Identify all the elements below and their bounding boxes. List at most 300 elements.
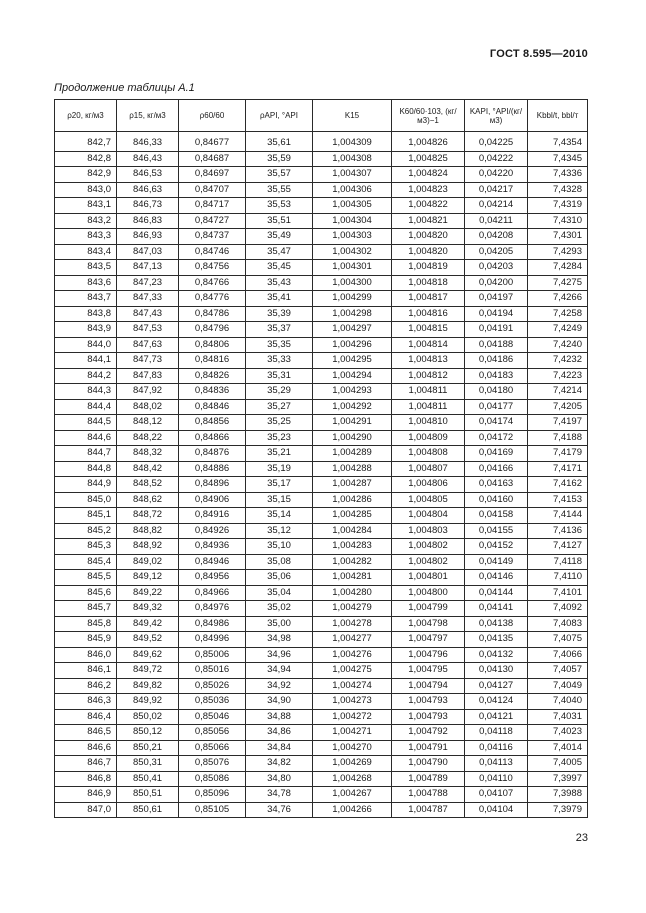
table-cell: 7,4092: [528, 601, 588, 617]
table-cell: 846,1: [55, 663, 117, 679]
table-row: [55, 523, 588, 539]
table-row: [55, 694, 588, 710]
table-cell: 847,33: [117, 291, 179, 307]
table-cell: 847,23: [117, 275, 179, 291]
table-cell: 0,04152: [465, 539, 528, 555]
table-cell: 1,004274: [313, 678, 392, 694]
table-cell: 35,49: [246, 229, 313, 245]
table-cell: 846,53: [117, 167, 179, 183]
table-cell: 35,39: [246, 306, 313, 322]
table-cell: 0,04160: [465, 492, 528, 508]
table-cell: 846,83: [117, 213, 179, 229]
data-table: [54, 99, 588, 818]
table-cell: 7,4240: [528, 337, 588, 353]
table-cell: 847,73: [117, 353, 179, 369]
table-cell: 847,0: [55, 802, 117, 818]
table-cell: 1,004798: [392, 616, 465, 632]
table-row: [55, 756, 588, 772]
table-cell: 1,004266: [313, 802, 392, 818]
table-cell: 7,4127: [528, 539, 588, 555]
table-cell: 1,004794: [392, 678, 465, 694]
table-cell: 7,4205: [528, 399, 588, 415]
table-cell: 0,04222: [465, 151, 528, 167]
table-row: [55, 492, 588, 508]
table-cell: 7,4066: [528, 647, 588, 663]
table-cell: 35,37: [246, 322, 313, 338]
table-cell: 843,5: [55, 260, 117, 276]
table-cell: 0,04107: [465, 787, 528, 803]
table-cell: 850,21: [117, 740, 179, 756]
table-cell: 0,04205: [465, 244, 528, 260]
table-cell: 847,03: [117, 244, 179, 260]
table-cell: 35,41: [246, 291, 313, 307]
table-cell: 849,62: [117, 647, 179, 663]
table-cell: 7,4005: [528, 756, 588, 772]
table-cell: 0,84866: [179, 430, 246, 446]
table-cell: 0,84697: [179, 167, 246, 183]
table-cell: 0,04141: [465, 601, 528, 617]
table-cell: 1,004270: [313, 740, 392, 756]
table-cell: 0,04174: [465, 415, 528, 431]
table-cell: 35,53: [246, 198, 313, 214]
table-cell: 7,4136: [528, 523, 588, 539]
table-cell: 1,004271: [313, 725, 392, 741]
table-cell: 1,004283: [313, 539, 392, 555]
table-cell: 848,92: [117, 539, 179, 555]
table-cell: 1,004305: [313, 198, 392, 214]
table-cell: 35,43: [246, 275, 313, 291]
table-cell: 845,0: [55, 492, 117, 508]
table-cell: 845,5: [55, 570, 117, 586]
table-cell: 1,004801: [392, 570, 465, 586]
table-cell: 7,4023: [528, 725, 588, 741]
table-cell: 35,04: [246, 585, 313, 601]
table-row: [55, 663, 588, 679]
table-cell: 0,04130: [465, 663, 528, 679]
table-row: [55, 616, 588, 632]
table-cell: 1,004284: [313, 523, 392, 539]
table-cell: 846,3: [55, 694, 117, 710]
table-cell: 1,004811: [392, 384, 465, 400]
table-cell: 849,52: [117, 632, 179, 648]
table-cell: 7,4345: [528, 151, 588, 167]
table-row: [55, 415, 588, 431]
table-cell: 0,04200: [465, 275, 528, 291]
table-cell: 35,08: [246, 554, 313, 570]
table-row: [55, 771, 588, 787]
table-cell: 849,92: [117, 694, 179, 710]
table-cell: 35,23: [246, 430, 313, 446]
table-cell: 844,8: [55, 461, 117, 477]
table-cell: 7,4162: [528, 477, 588, 493]
table-row: [55, 802, 588, 818]
table-row: [55, 182, 588, 198]
table-cell: 0,85046: [179, 709, 246, 725]
table-cell: 7,4171: [528, 461, 588, 477]
table-cell: 842,9: [55, 167, 117, 183]
table-cell: 844,3: [55, 384, 117, 400]
table-cell: 1,004793: [392, 694, 465, 710]
column-header: Kbbl/t, bbl/т: [528, 100, 588, 132]
page-number: 23: [575, 832, 588, 844]
table-cell: 0,04118: [465, 725, 528, 741]
table-cell: 1,004273: [313, 694, 392, 710]
table-cell: 847,92: [117, 384, 179, 400]
table-cell: 1,004802: [392, 554, 465, 570]
table-cell: 847,83: [117, 368, 179, 384]
table-cell: 846,9: [55, 787, 117, 803]
table-cell: 0,84906: [179, 492, 246, 508]
table-cell: 844,9: [55, 477, 117, 493]
table-cell: 7,4049: [528, 678, 588, 694]
table-cell: 849,82: [117, 678, 179, 694]
table-cell: 7,4153: [528, 492, 588, 508]
table-cell: 846,4: [55, 709, 117, 725]
table-row: [55, 322, 588, 338]
table-cell: 1,004289: [313, 446, 392, 462]
table-cell: 34,80: [246, 771, 313, 787]
column-header: K60/60·103, (кг/м3)−1: [392, 100, 465, 132]
table-cell: 0,04180: [465, 384, 528, 400]
table-cell: 1,004282: [313, 554, 392, 570]
table-cell: 1,004267: [313, 787, 392, 803]
table-cell: 847,53: [117, 322, 179, 338]
table-cell: 1,004812: [392, 368, 465, 384]
table-cell: 0,84727: [179, 213, 246, 229]
table-cell: 850,12: [117, 725, 179, 741]
table-cell: 0,04124: [465, 694, 528, 710]
table-cell: 35,27: [246, 399, 313, 415]
table-cell: 7,4293: [528, 244, 588, 260]
table-cell: 1,004788: [392, 787, 465, 803]
table-cell: 34,90: [246, 694, 313, 710]
table-cell: 0,84886: [179, 461, 246, 477]
table-cell: 35,59: [246, 151, 313, 167]
table-cell: 1,004306: [313, 182, 392, 198]
table-cell: 847,43: [117, 306, 179, 322]
table-cell: 1,004799: [392, 601, 465, 617]
table-cell: 0,04217: [465, 182, 528, 198]
table-cell: 0,04163: [465, 477, 528, 493]
table-cell: 1,004278: [313, 616, 392, 632]
table-cell: 35,55: [246, 182, 313, 198]
table-row: [55, 632, 588, 648]
table-cell: 0,04186: [465, 353, 528, 369]
table-cell: 1,004802: [392, 539, 465, 555]
table-cell: 1,004813: [392, 353, 465, 369]
table-cell: 1,004825: [392, 151, 465, 167]
table-cell: 843,1: [55, 198, 117, 214]
table-cell: 0,84806: [179, 337, 246, 353]
table-cell: 1,004807: [392, 461, 465, 477]
column-header: ρ20, кг/м3: [55, 100, 117, 132]
table-cell: 0,84826: [179, 368, 246, 384]
table-cell: 7,4258: [528, 306, 588, 322]
table-cell: 846,93: [117, 229, 179, 245]
table-cell: 0,84876: [179, 446, 246, 462]
table-cell: 0,04110: [465, 771, 528, 787]
table-cell: 1,004792: [392, 725, 465, 741]
table-cell: 1,004285: [313, 508, 392, 524]
table-cell: 34,78: [246, 787, 313, 803]
table-cell: 7,4057: [528, 663, 588, 679]
table-cell: 0,85086: [179, 771, 246, 787]
table-cell: 34,96: [246, 647, 313, 663]
table-row: [55, 151, 588, 167]
table-cell: 0,04144: [465, 585, 528, 601]
table-cell: 843,2: [55, 213, 117, 229]
table-cell: 844,6: [55, 430, 117, 446]
table-cell: 34,76: [246, 802, 313, 818]
table-cell: 1,004275: [313, 663, 392, 679]
table-cell: 35,15: [246, 492, 313, 508]
table-cell: 844,5: [55, 415, 117, 431]
table-row: [55, 132, 588, 152]
table-cell: 0,84677: [179, 132, 246, 152]
table-cell: 846,33: [117, 132, 179, 152]
table-cell: 1,004822: [392, 198, 465, 214]
table-cell: 846,5: [55, 725, 117, 741]
table-row: [55, 430, 588, 446]
table-cell: 1,004280: [313, 585, 392, 601]
column-header: K15: [313, 100, 392, 132]
table-cell: 845,7: [55, 601, 117, 617]
table-cell: 0,85066: [179, 740, 246, 756]
table-cell: 842,8: [55, 151, 117, 167]
table-cell: 7,4319: [528, 198, 588, 214]
table-cell: 1,004787: [392, 802, 465, 818]
table-cell: 35,57: [246, 167, 313, 183]
table-row: [55, 601, 588, 617]
table-cell: 35,31: [246, 368, 313, 384]
table-row: [55, 508, 588, 524]
table-cell: 1,004796: [392, 647, 465, 663]
table-cell: 1,004819: [392, 260, 465, 276]
table-cell: 1,004309: [313, 132, 392, 152]
table-cell: 1,004810: [392, 415, 465, 431]
table-cell: 7,4214: [528, 384, 588, 400]
table-cell: 1,004268: [313, 771, 392, 787]
table-cell: 7,4284: [528, 260, 588, 276]
table-cell: 7,4031: [528, 709, 588, 725]
table-cell: 0,85056: [179, 725, 246, 741]
table-cell: 0,85036: [179, 694, 246, 710]
table-cell: 7,4101: [528, 585, 588, 601]
table-cell: 1,004291: [313, 415, 392, 431]
table-cell: 0,84816: [179, 353, 246, 369]
table-cell: 7,4310: [528, 213, 588, 229]
table-cell: 0,04203: [465, 260, 528, 276]
table-cell: 1,004790: [392, 756, 465, 772]
table-cell: 1,004805: [392, 492, 465, 508]
table-cell: 844,7: [55, 446, 117, 462]
table-cell: 0,84717: [179, 198, 246, 214]
table-cell: 1,004816: [392, 306, 465, 322]
table-row: [55, 229, 588, 245]
table-cell: 7,4354: [528, 132, 588, 152]
table-cell: 35,45: [246, 260, 313, 276]
table-cell: 0,04211: [465, 213, 528, 229]
table-row: [55, 740, 588, 756]
table-cell: 0,04138: [465, 616, 528, 632]
table-cell: 846,63: [117, 182, 179, 198]
table-cell: 1,004307: [313, 167, 392, 183]
table-cell: 0,84926: [179, 523, 246, 539]
table-cell: 843,7: [55, 291, 117, 307]
table-row: [55, 213, 588, 229]
table-cell: 0,04113: [465, 756, 528, 772]
table-cell: 844,4: [55, 399, 117, 415]
table-row: [55, 554, 588, 570]
table-cell: 0,04197: [465, 291, 528, 307]
table-cell: 7,4083: [528, 616, 588, 632]
table-cell: 0,84956: [179, 570, 246, 586]
table-cell: 0,84836: [179, 384, 246, 400]
table-cell: 1,004292: [313, 399, 392, 415]
table-cell: 7,4328: [528, 182, 588, 198]
table-cell: 849,42: [117, 616, 179, 632]
table-cell: 0,85076: [179, 756, 246, 772]
table-cell: 1,004295: [313, 353, 392, 369]
table-cell: 0,85016: [179, 663, 246, 679]
table-cell: 1,004290: [313, 430, 392, 446]
table-cell: 7,3979: [528, 802, 588, 818]
table-cell: 1,004804: [392, 508, 465, 524]
column-header: ρ15, кг/м3: [117, 100, 179, 132]
table-cell: 843,0: [55, 182, 117, 198]
table-row: [55, 461, 588, 477]
table-cell: 848,12: [117, 415, 179, 431]
table-cell: 0,84946: [179, 554, 246, 570]
table-cell: 1,004795: [392, 663, 465, 679]
table-cell: 35,35: [246, 337, 313, 353]
table-cell: 844,0: [55, 337, 117, 353]
column-header: ρAPI, °API: [246, 100, 313, 132]
table-cell: 7,4223: [528, 368, 588, 384]
table-cell: 0,85096: [179, 787, 246, 803]
table-cell: 7,4075: [528, 632, 588, 648]
table-cell: 848,72: [117, 508, 179, 524]
table-cell: 0,04208: [465, 229, 528, 245]
table-cell: 846,2: [55, 678, 117, 694]
table-cell: 1,004824: [392, 167, 465, 183]
table-cell: 1,004281: [313, 570, 392, 586]
table-cell: 849,32: [117, 601, 179, 617]
table-cell: 1,004803: [392, 523, 465, 539]
table-cell: 7,4179: [528, 446, 588, 462]
table-cell: 1,004815: [392, 322, 465, 338]
table-cell: 0,84856: [179, 415, 246, 431]
table-cell: 7,4249: [528, 322, 588, 338]
table-cell: 0,84896: [179, 477, 246, 493]
table-cell: 846,73: [117, 198, 179, 214]
table-cell: 0,04177: [465, 399, 528, 415]
table-cell: 0,85006: [179, 647, 246, 663]
table-cell: 0,84786: [179, 306, 246, 322]
table-row: [55, 399, 588, 415]
table-row: [55, 585, 588, 601]
table-cell: 848,32: [117, 446, 179, 462]
table-cell: 850,51: [117, 787, 179, 803]
table-cell: 34,82: [246, 756, 313, 772]
table-cell: 7,4301: [528, 229, 588, 245]
table-row: [55, 353, 588, 369]
table-cell: 0,04121: [465, 709, 528, 725]
table-cell: 844,2: [55, 368, 117, 384]
table-cell: 35,06: [246, 570, 313, 586]
table-cell: 850,41: [117, 771, 179, 787]
table-cell: 845,3: [55, 539, 117, 555]
table-cell: 35,33: [246, 353, 313, 369]
table-cell: 848,52: [117, 477, 179, 493]
table-cell: 1,004823: [392, 182, 465, 198]
table-cell: 35,02: [246, 601, 313, 617]
table-cell: 0,85026: [179, 678, 246, 694]
table-cell: 35,19: [246, 461, 313, 477]
table-cell: 0,84916: [179, 508, 246, 524]
table-cell: 1,004288: [313, 461, 392, 477]
table-cell: 848,02: [117, 399, 179, 415]
table-cell: 1,004808: [392, 446, 465, 462]
table-cell: 846,6: [55, 740, 117, 756]
table-cell: 0,04183: [465, 368, 528, 384]
table-cell: 7,4144: [528, 508, 588, 524]
table-cell: 846,0: [55, 647, 117, 663]
table-cell: 34,86: [246, 725, 313, 741]
table-cell: 843,6: [55, 275, 117, 291]
table-cell: 1,004826: [392, 132, 465, 152]
table-cell: 7,4266: [528, 291, 588, 307]
table-cell: 1,004269: [313, 756, 392, 772]
table-cell: 0,04132: [465, 647, 528, 663]
table-cell: 1,004809: [392, 430, 465, 446]
table-cell: 35,10: [246, 539, 313, 555]
table-cell: 35,61: [246, 132, 313, 152]
table-cell: 850,02: [117, 709, 179, 725]
table-row: [55, 678, 588, 694]
table-row: [55, 337, 588, 353]
table-cell: 1,004814: [392, 337, 465, 353]
table-cell: 1,004308: [313, 151, 392, 167]
column-header: ρ60/60: [179, 100, 246, 132]
table-cell: 0,04116: [465, 740, 528, 756]
table-cell: 35,14: [246, 508, 313, 524]
table-cell: 1,004294: [313, 368, 392, 384]
table-cell: 0,84986: [179, 616, 246, 632]
table-cell: 850,61: [117, 802, 179, 818]
table-cell: 34,98: [246, 632, 313, 648]
table-cell: 843,9: [55, 322, 117, 338]
table-cell: 35,25: [246, 415, 313, 431]
table-cell: 849,72: [117, 663, 179, 679]
table-cell: 845,6: [55, 585, 117, 601]
table-row: [55, 787, 588, 803]
table-cell: 848,22: [117, 430, 179, 446]
table-cell: 0,84846: [179, 399, 246, 415]
table-cell: 35,12: [246, 523, 313, 539]
table-cell: 850,31: [117, 756, 179, 772]
table-header-row: [55, 100, 588, 132]
column-header: KAPI, °API/(кг/м3): [465, 100, 528, 132]
table-cell: 34,92: [246, 678, 313, 694]
table-cell: 1,004293: [313, 384, 392, 400]
table-cell: 0,84707: [179, 182, 246, 198]
table-cell: 847,13: [117, 260, 179, 276]
table-cell: 1,004298: [313, 306, 392, 322]
table-row: [55, 539, 588, 555]
table-cell: 1,004296: [313, 337, 392, 353]
table-cell: 35,47: [246, 244, 313, 260]
